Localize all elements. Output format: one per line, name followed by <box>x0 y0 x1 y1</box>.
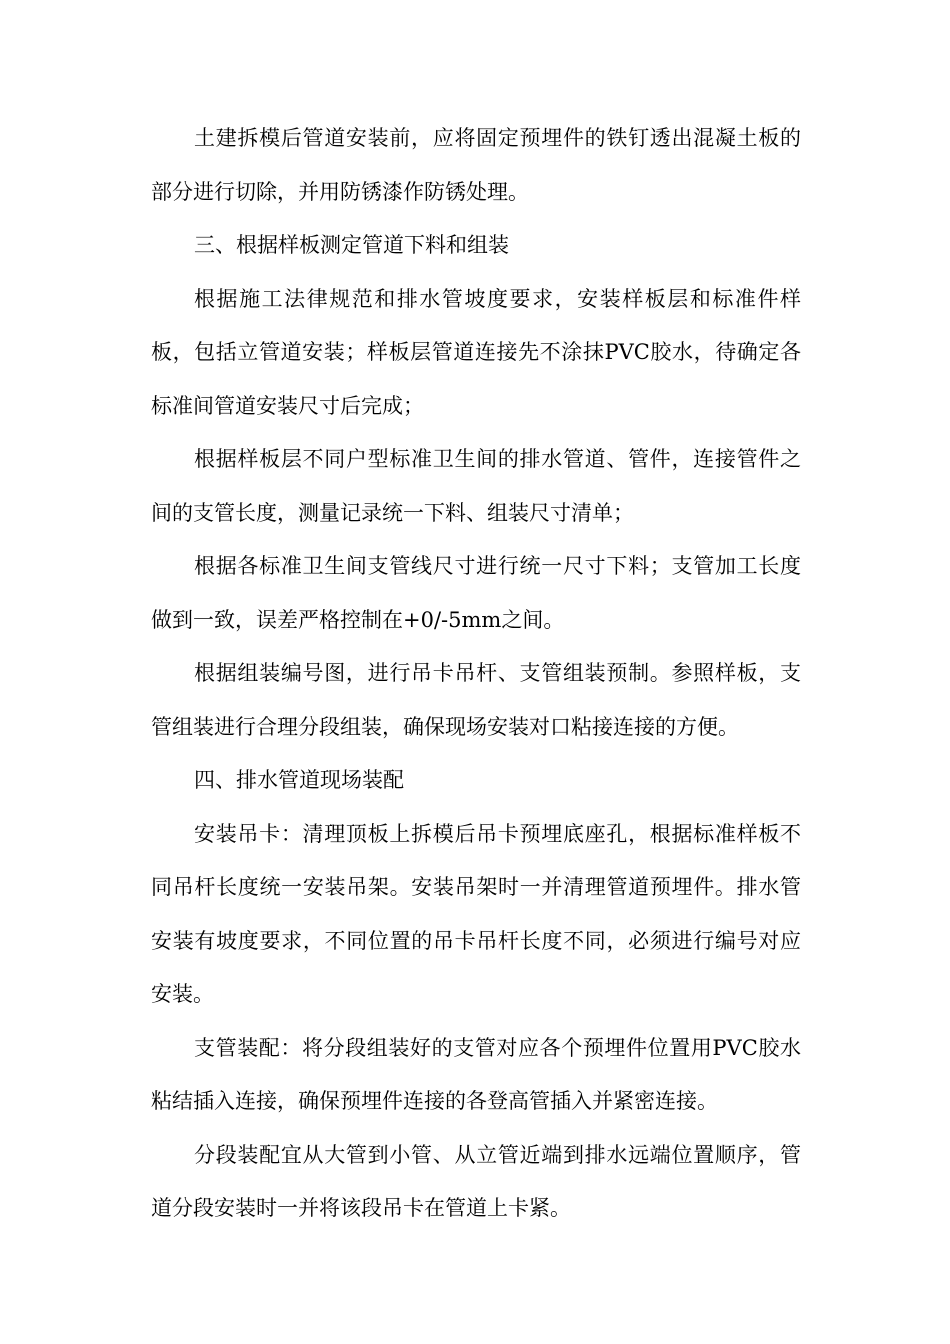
paragraph-branch-pipe-assembly: 支管装配：将分段组装好的支管对应各个预埋件位置用PVC胶水粘结插入连接，确保预埋件连接的各登高管插入并紧密连接。 <box>151 1035 801 1113</box>
paragraph-sample-layer-install: 根据施工法律规范和排水管坡度要求，安装样板层和标准件样板，包括立管道安装；样板层管道连接先不涂抹PVC胶水，待确定各标准间管道安装尺寸后完成； <box>151 286 801 418</box>
paragraph-segment-assembly-order: 分段装配宜从大管到小管、从立管近端到排水远端位置顺序，管道分段安装时一并将该段吊卡在管道上卡紧。 <box>151 1142 801 1220</box>
section-heading-3: 三、根据样板测定管道下料和组装 <box>194 233 509 257</box>
document-page <box>151 112 801 1236</box>
paragraph-branch-length-measure: 根据样板层不同户型标准卫生间的排水管道、管件，连接管件之间的支管长度，测量记录统一下料、组装尺寸清单； <box>151 447 801 525</box>
paragraph-unified-cutting: 根据各标准卫生间支管线尺寸进行统一尺寸下料；支管加工长度做到一致，误差严格控制在+0/-5mm之间。 <box>151 554 801 632</box>
paragraph-hanger-install: 安装吊卡：清理顶板上拆模后吊卡预埋底座孔，根据标准样板不同吊杆长度统一安装吊架。安装吊架时一并清理管道预埋件。排水管安装有坡度要求，不同位置的吊卡吊杆长度不同，必须进行编号对应安装。 <box>151 821 801 1006</box>
paragraph-pipe-embedded-nail-removal: 土建拆模后管道安装前，应将固定预埋件的铁钉透出混凝土板的部分进行切除，并用防锈漆作防锈处理。 <box>151 126 801 204</box>
paragraph-prefab-assembly: 根据组装编号图，进行吊卡吊杆、支管组装预制。参照样板，支管组装进行合理分段组装，确保现场安装对口粘接连接的方便。 <box>151 661 801 739</box>
section-heading-4: 四、排水管道现场装配 <box>194 768 404 792</box>
